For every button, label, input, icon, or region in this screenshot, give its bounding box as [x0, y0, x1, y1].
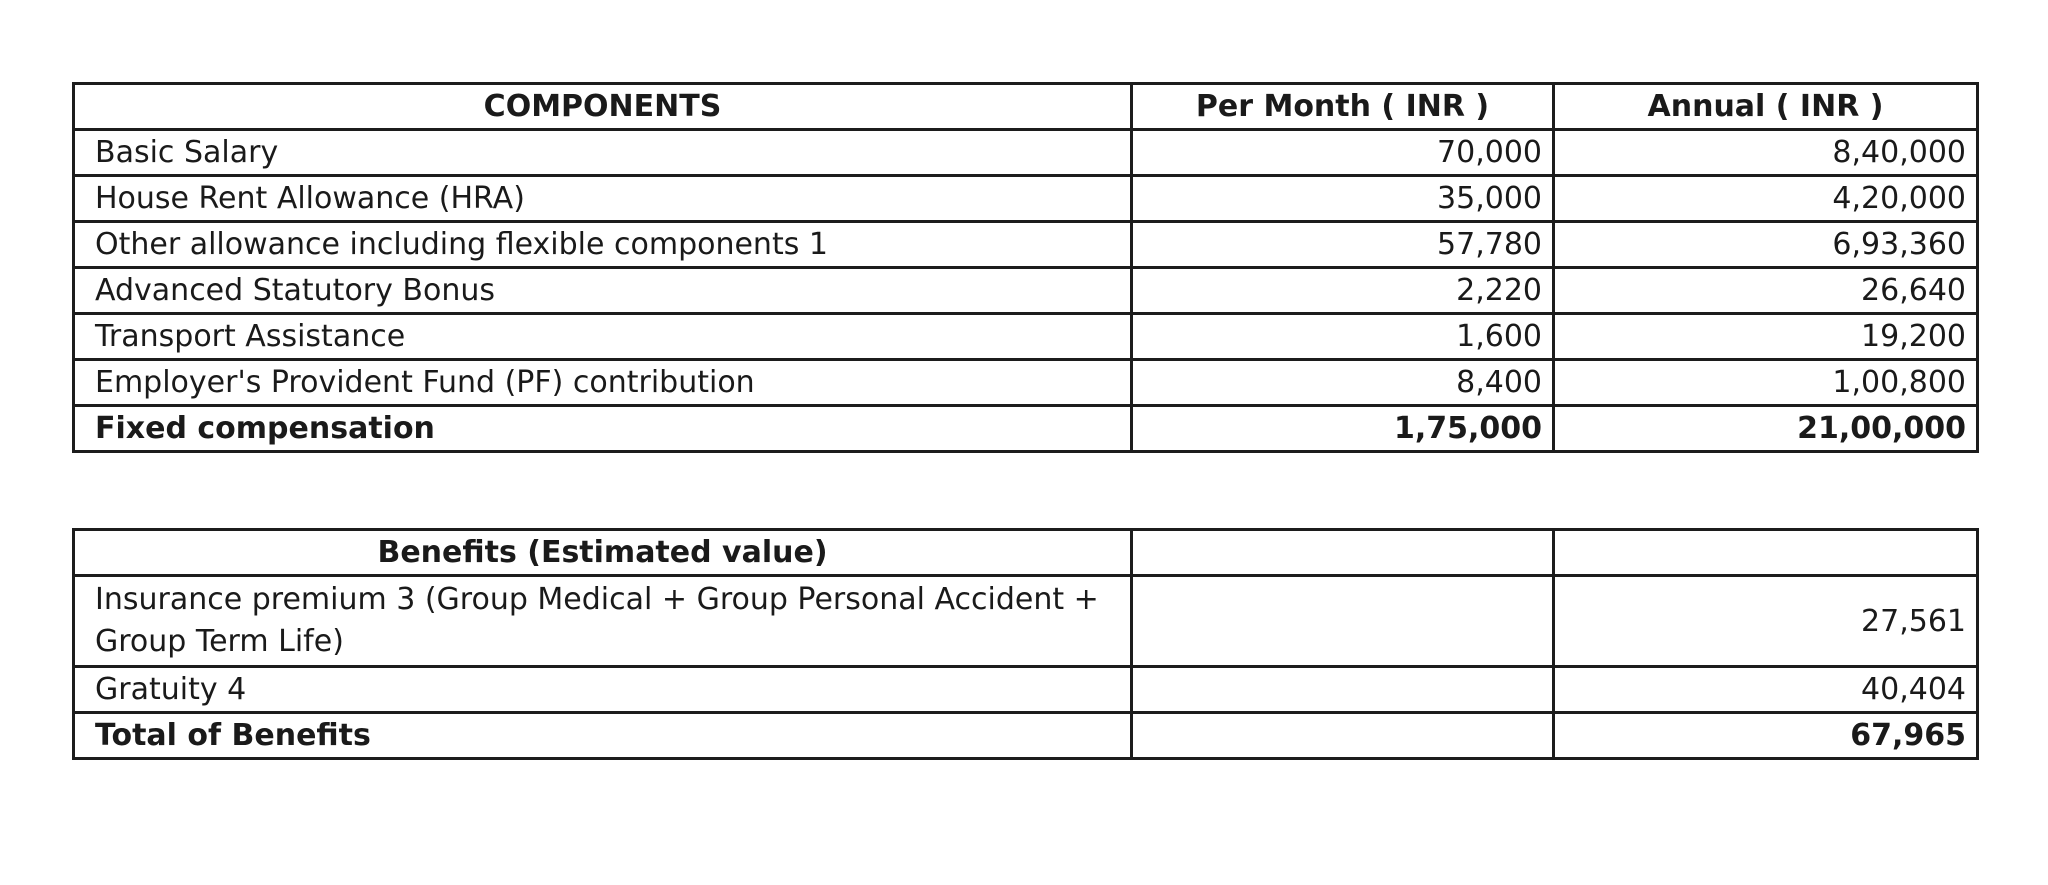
table-row [74, 360, 1978, 406]
table-row [74, 130, 1978, 176]
annual-value: 27,561 [1554, 576, 1978, 667]
total-label: Total of Benefits [74, 713, 1132, 759]
header-benefits: Benefits (Estimated value) [74, 530, 1132, 576]
monthly-value [1132, 576, 1554, 667]
table-row [74, 314, 1978, 360]
header-components: COMPONENTS [74, 84, 1132, 130]
header-per-month: Per Month ( INR ) [1132, 84, 1554, 130]
component-name: Insurance premium 3 (Group Medical + Group Personal Accident + Group Term Life) [74, 576, 1132, 667]
benefits-table [72, 528, 1979, 760]
table-row [74, 576, 1978, 667]
annual-value: 8,40,000 [1554, 130, 1978, 176]
monthly-value: 57,780 [1132, 222, 1554, 268]
annual-value: 26,640 [1554, 268, 1978, 314]
monthly-value: 1,600 [1132, 314, 1554, 360]
table-row [74, 176, 1978, 222]
table-row [74, 667, 1978, 713]
annual-value: 19,200 [1554, 314, 1978, 360]
monthly-value: 2,220 [1132, 268, 1554, 314]
annual-value: 1,00,800 [1554, 360, 1978, 406]
component-name: Basic Salary [74, 130, 1132, 176]
total-monthly-value: 1,75,000 [1132, 406, 1554, 452]
monthly-value: 70,000 [1132, 130, 1554, 176]
annual-value: 4,20,000 [1554, 176, 1978, 222]
component-name: House Rent Allowance (HRA) [74, 176, 1132, 222]
component-name: Other allowance including flexible components 1 [74, 222, 1132, 268]
annual-value: 40,404 [1554, 667, 1978, 713]
monthly-value: 35,000 [1132, 176, 1554, 222]
table-header-row [74, 530, 1978, 576]
total-monthly-value [1132, 713, 1554, 759]
component-name: Transport Assistance [74, 314, 1132, 360]
header-empty-cell [1132, 530, 1554, 576]
monthly-value [1132, 667, 1554, 713]
total-row [74, 406, 1978, 452]
header-annual: Annual ( INR ) [1554, 84, 1978, 130]
annual-value: 6,93,360 [1554, 222, 1978, 268]
component-name: Advanced Statutory Bonus [74, 268, 1132, 314]
total-label: Fixed compensation [74, 406, 1132, 452]
compensation-table [72, 82, 1979, 453]
table-row [74, 268, 1978, 314]
component-name: Employer's Provident Fund (PF) contribution [74, 360, 1132, 406]
header-empty-cell [1554, 530, 1978, 576]
monthly-value: 8,400 [1132, 360, 1554, 406]
total-annual-value: 21,00,000 [1554, 406, 1978, 452]
total-row [74, 713, 1978, 759]
component-name: Gratuity 4 [74, 667, 1132, 713]
total-annual-value: 67,965 [1554, 713, 1978, 759]
table-row [74, 222, 1978, 268]
table-header-row [74, 84, 1978, 130]
